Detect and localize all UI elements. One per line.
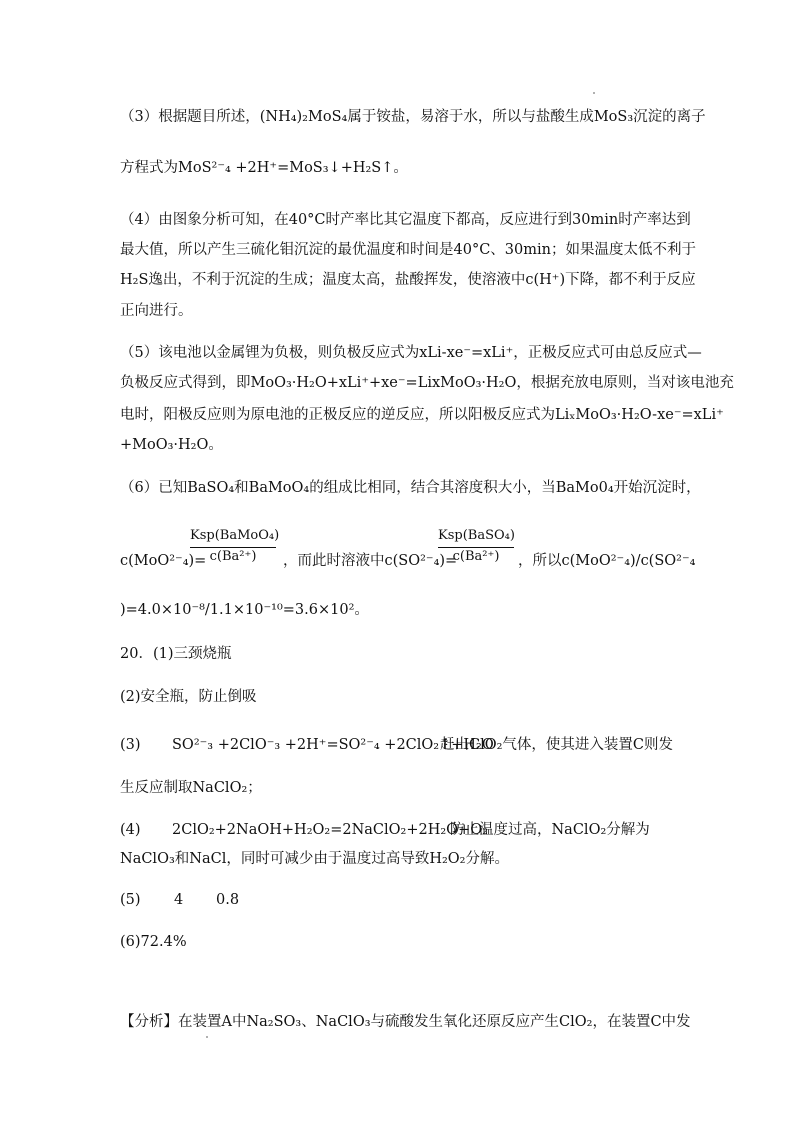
q20-a4-equation: 2ClO₂+2NaOH+H₂O₂=2NaClO₂+2H₂O+O₂ — [172, 822, 488, 838]
fraction-1-denominator: c(Ba²⁺) — [209, 549, 257, 564]
scan-dot — [593, 92, 595, 94]
analysis-line: 【分析】在装置A中Na₂SO₃、NaClO₃与硫酸发生氧化还原反应产生ClO₂，在装置C中发 — [120, 1014, 691, 1030]
fraction-1-numerator: Ksp(BaMoO₄) — [190, 528, 280, 543]
fraction-1 — [190, 528, 280, 564]
q20-answer-2: (2)安全瓶，防止倒吸 — [120, 689, 257, 705]
q20-answer-6: (6)72.4% — [120, 934, 187, 950]
fraction-2-denominator: c(Ba²⁺) — [452, 549, 500, 564]
q20-a4-label: (4) — [120, 822, 141, 838]
q20-a5-value-1: 4 — [174, 892, 184, 908]
q20-a3-equation: SO²⁻₃ +2ClO⁻₃ +2H⁺=SO²⁻₄ +2ClO₂↑+H₂O — [172, 737, 494, 753]
p3-line2: 方程式为MoS²⁻₄ +2H⁺=MoS₃↓+H₂S↑。 — [120, 160, 408, 176]
fraction-2 — [438, 528, 514, 564]
q20-a4-continuation: NaClO₃和NaCl，同时可减少由于温度过高导致H₂O₂分解。 — [120, 851, 509, 867]
fraction-2-numerator: Ksp(BaSO₄) — [438, 528, 515, 543]
fraction-2-bar — [438, 547, 514, 548]
q20-a3-continuation: 生反应制取NaClO₂； — [120, 780, 262, 796]
eq-left: c(MoO²⁻₄)= — [120, 553, 207, 569]
p6-line3: )=4.0×10⁻⁸/1.1×10⁻¹⁰=3.6×10²。 — [120, 602, 369, 618]
p5-line1: （5）该电池以金属锂为负极，则负极反应式为xLi-xe⁻=xLi⁺，正极反应式可由总反应式— — [120, 345, 702, 361]
p3-line1: （3）根据题目所述，(NH₄)₂MoS₄属于铵盐，易溶于水，所以与盐酸生成MoS₃沉淀的离子 — [120, 109, 706, 125]
p6-line1: （6）已知BaSO₄和BaMoO₄的组成比相同，结合其溶度积大小，当BaMo0₄开始沉淀时， — [120, 480, 701, 496]
p4-line4: 正向进行。 — [120, 303, 193, 319]
q20-a5-value-2: 0.8 — [216, 892, 240, 908]
q20-answer-1: 20．(1)三颈烧瓶 — [120, 646, 232, 662]
q20-a3-label: (3) — [120, 737, 141, 753]
scan-dot — [206, 1036, 208, 1038]
q20-a4-note: 防止温度过高，NaClO₂分解为 — [450, 822, 650, 838]
q20-a3-note: 赶出ClO₂气体，使其进入装置C则发 — [440, 737, 674, 753]
p5-line3: 电时，阳极反应则为原电池的正极反应的逆反应，所以阳极反应式为LiₓMoO₃·H₂O-xe⁻=xLi⁺ — [120, 407, 724, 423]
p4-line1: （4）由图象分析可知，在40°C时产率比其它温度下都高，反应进行到30min时产率达到 — [120, 212, 691, 228]
p4-line2: 最大值，所以产生三硫化钼沉淀的最优温度和时间是40°C、30min；如果温度太低不利于 — [120, 242, 696, 258]
p5-line2: 负极反应式得到，即MoO₃·H₂O+xLi⁺+xe⁻=LixMoO₃·H₂O，根据充放电原则，当对该电池充 — [120, 375, 734, 391]
p4-line3: H₂S逸出，不利于沉淀的生成；温度太高，盐酸挥发，使溶液中c(H⁺)下降，都不利于反应 — [120, 272, 696, 288]
eq-right: ，所以c(MoO²⁻₄)/c(SO²⁻₄ — [518, 553, 696, 569]
fraction-1-bar — [190, 547, 276, 548]
p5-line4: +MoO₃·H₂O。 — [120, 437, 223, 453]
eq-mid: ，而此时溶液中c(SO²⁻₄)= — [283, 553, 458, 569]
q20-a5-label: (5) — [120, 892, 141, 908]
